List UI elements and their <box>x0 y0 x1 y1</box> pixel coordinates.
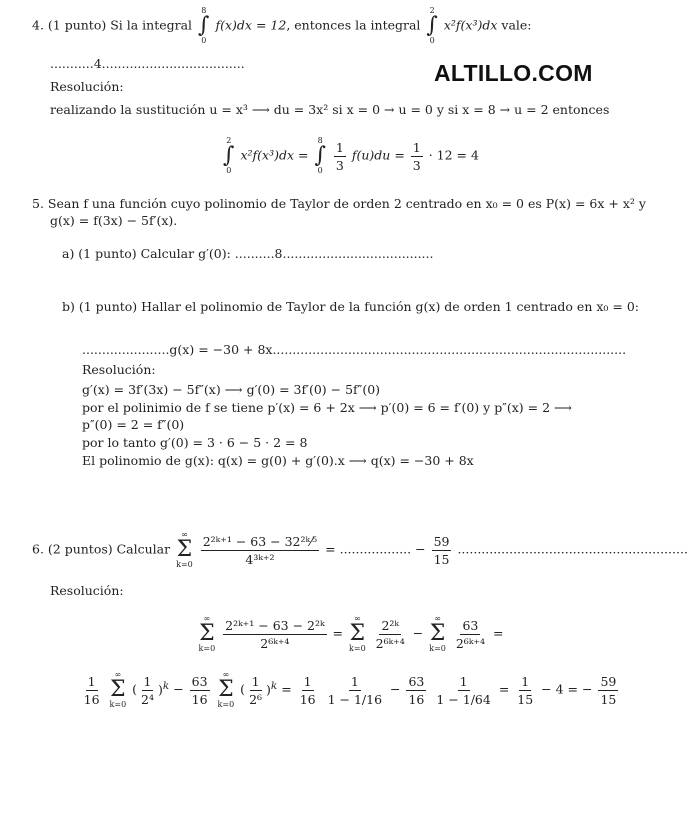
p6-resolution-label: Resolución: <box>50 583 124 598</box>
problem-5-statement-line1: 5. Sean f una función cuyo polinomio de Taylor de orden 2 centrado en x₀ = 0 es P(x) = 6x + x² y <box>32 196 646 211</box>
p5-res-line-5: El polinomio de g(x): q(x) = g(0) + g′(0).x ⟶ q(x) = −30 + 8x <box>82 453 474 468</box>
p5-res-line-3: p″(0) = 2 = f″(0) <box>82 417 185 432</box>
p6-equation-line2: $\frac{1}{16}$ ∞ Σ k=0 ( $\frac{1}{\text{2⁴}}$ )$^k$ − $\frac{63}{16}$ ∞ Σ k=0 ( $\frac{1}{\text{2⁶}}$ )$^k$ = $\frac{1}{16}$ $\frac{1}{1 - 1/16}$ − $\frac{63}{16}$ $\frac{1}{1 - 1/64}$ = $\frac{1}{15}$ − 4 = − $\frac{59}{15}$ <box>83 670 617 709</box>
problem-4-statement: 4. (1 punto) Si la integral 8 ∫ 0 f(x)dx = 12, entonces la integral 2 ∫ 0 x²f(x³)dx vale: <box>32 6 532 45</box>
p4-integral-2: x²f(x³)dx <box>443 17 498 33</box>
p5-res-line-4: por lo tanto g′(0) = 3 · 6 − 5 · 2 = 8 <box>82 435 308 450</box>
p5-res-line-1: g′(x) = 3f′(3x) − 5f″(x) ⟶ g′(0) = 3f′(0) − 5f″(0) <box>82 382 381 397</box>
p5-resolution-label: Resolución: <box>82 362 156 377</box>
p6-equation-line1: ∞ Σ k=0 $\frac{\text{2²ᵏ⁺¹ − 63 − 2²ᵏ}}{\text{2⁶ᵏ⁺⁴}}$ = ∞ Σ k=0 $\frac{\text{2²ᵏ}}{\text{2⁶ᵏ⁺⁴}}$ − ∞ Σ k=0 $\frac{63}{\text{2⁶ᵏ⁺⁴}}$ = <box>198 614 504 653</box>
p4-head-text: 4. (1 punto) Si la integral <box>32 17 197 33</box>
p4-substitution-line: realizando la sustitución u = x³ ⟶ du = 3x² si x = 0 → u = 0 y si x = 8 → u = 2 entonces <box>50 102 610 117</box>
p5-part-b: b) (1 punto) Hallar el polinomio de Taylor de la función g(x) de orden 1 centrado en x₀ = 0: <box>62 299 639 314</box>
p4-answer: ...........4.................................... <box>50 56 245 71</box>
problem-6-statement: 6. (2 puntos) Calcular ∞ Σ k=0 $\frac{\text{2²ᵏ⁺¹ − 63 − 32²ᵏ⁄⁵}}{\text{4³ᵏ⁺²}}$ = .................. − $\frac{59}{15}$ .......................................................... <box>32 530 688 569</box>
integral-symbol: 8 ∫ 0 <box>198 6 210 45</box>
p5-res-line-2: por el polinimio de f se tiene p′(x) = 6 + 2x ⟶ p′(0) = 6 = f′(0) y p″(x) = 2 ⟶ <box>82 400 572 415</box>
p4-resolution-label: Resolución: <box>50 79 124 94</box>
integral-symbol: 2 ∫ 0 <box>426 6 438 45</box>
p4-equation: 2 ∫ 0 x²f(x³)dx = 8 ∫ 0 $\frac{1}{3}$ f(u)du = $\frac{1}{3}$ · 12 = 4 <box>223 136 479 175</box>
p4-integral-1: f(x)dx = 12 <box>215 17 287 33</box>
p5-part-a: a) (1 punto) Calcular g′(0): ..........8...................................... <box>62 246 434 261</box>
p5-part-b-answer: ......................g(x) = −30 + 8x......................................................................................... <box>82 342 627 357</box>
altillo-watermark: ALTILLO.COM <box>434 60 593 86</box>
problem-5-statement-line2: g(x) = f(3x) − 5f′(x). <box>50 213 178 228</box>
